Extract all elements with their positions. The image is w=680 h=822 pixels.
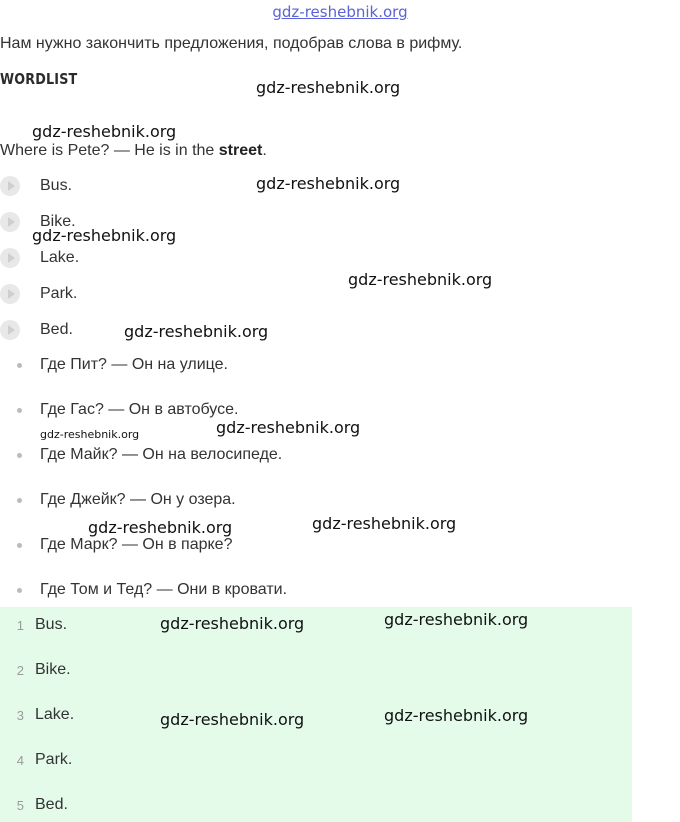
- audio-item-label: Lake.: [40, 249, 80, 266]
- translation-text: Где Марк? — Он в парке?: [40, 536, 233, 553]
- audio-item[interactable]: [0, 283, 77, 305]
- play-icon[interactable]: [0, 284, 20, 304]
- list-item: [0, 534, 232, 556]
- list-item: [0, 444, 282, 466]
- question-suffix: .: [262, 142, 267, 159]
- header-site-link[interactable]: gdz-reshebnik.org: [272, 3, 408, 21]
- audio-item[interactable]: [0, 175, 72, 197]
- watermark: gdz-reshebnik.org: [256, 174, 401, 193]
- translation-text: Где Майк? — Он на велосипеде.: [40, 446, 283, 463]
- play-icon[interactable]: [0, 212, 20, 232]
- play-icon[interactable]: [0, 248, 20, 268]
- audio-item-label: Bike.: [40, 213, 76, 230]
- bullet-dot: [17, 453, 22, 458]
- answer-box: [0, 607, 632, 822]
- answer-row: [0, 704, 74, 726]
- watermark: gdz-reshebnik.org: [124, 322, 269, 341]
- translation-text: Где Джейк? — Он у озера.: [40, 491, 236, 508]
- answer-text: Park.: [35, 751, 73, 768]
- answer-text: Bed.: [35, 796, 68, 813]
- example-question: [0, 142, 267, 160]
- watermark: gdz-reshebnik.org: [160, 614, 305, 633]
- audio-item-label: Bus.: [40, 177, 73, 194]
- answer-text: Bus.: [35, 616, 68, 633]
- bullet-dot: [17, 588, 22, 593]
- audio-item-label: Park.: [40, 285, 78, 302]
- list-item: [0, 354, 228, 376]
- answer-row: [0, 749, 72, 771]
- watermark: gdz-reshebnik.org: [384, 610, 529, 629]
- answer-number: 5: [16, 797, 24, 813]
- answer-text: Bike.: [35, 661, 71, 678]
- answer-number: 1: [16, 617, 24, 633]
- question-bold-word: street: [218, 142, 263, 159]
- answer-text: Lake.: [35, 706, 75, 723]
- watermark: gdz-reshebnik.org: [32, 122, 177, 141]
- watermark: gdz-reshebnik.org: [312, 514, 457, 533]
- audio-item[interactable]: [0, 319, 73, 341]
- question-prefix: Where is Pete? — He is in the: [0, 142, 219, 159]
- bullet-dot: [17, 543, 22, 548]
- intro-text: Нам нужно закончить предложения, подобрав слова в рифму.: [0, 35, 463, 52]
- wordlist-title: WORDLIST: [0, 70, 78, 88]
- list-item: [0, 489, 236, 511]
- watermark: gdz-reshebnik.org: [384, 706, 529, 725]
- watermark: gdz-reshebnik.org: [348, 270, 493, 289]
- answer-number: 2: [16, 662, 24, 678]
- translation-text: Где Гас? — Он в автобусе.: [40, 401, 239, 418]
- watermark: gdz-reshebnik.org: [88, 518, 233, 537]
- watermark: gdz-reshebnik.org: [216, 418, 361, 437]
- answer-number: 4: [16, 752, 24, 768]
- answer-number: 3: [16, 707, 24, 723]
- answer-row: [0, 659, 71, 681]
- audio-item-label: Bed.: [40, 321, 73, 338]
- list-item: [0, 399, 238, 421]
- play-icon[interactable]: [0, 176, 20, 196]
- watermark: gdz-reshebnik.org: [40, 428, 140, 441]
- watermark: gdz-reshebnik.org: [256, 78, 401, 97]
- audio-item[interactable]: [0, 247, 79, 269]
- answer-row: [0, 794, 68, 816]
- bullet-dot: [17, 408, 22, 413]
- watermark: gdz-reshebnik.org: [32, 226, 177, 245]
- play-icon[interactable]: [0, 320, 20, 340]
- answer-row: [0, 614, 67, 636]
- watermark: gdz-reshebnik.org: [160, 710, 305, 729]
- bullet-dot: [17, 363, 22, 368]
- list-item: [0, 579, 287, 601]
- translation-text: Где Пит? — Он на улице.: [40, 356, 228, 373]
- bullet-dot: [17, 498, 22, 503]
- translation-text: Где Том и Тед? — Они в кровати.: [40, 581, 288, 598]
